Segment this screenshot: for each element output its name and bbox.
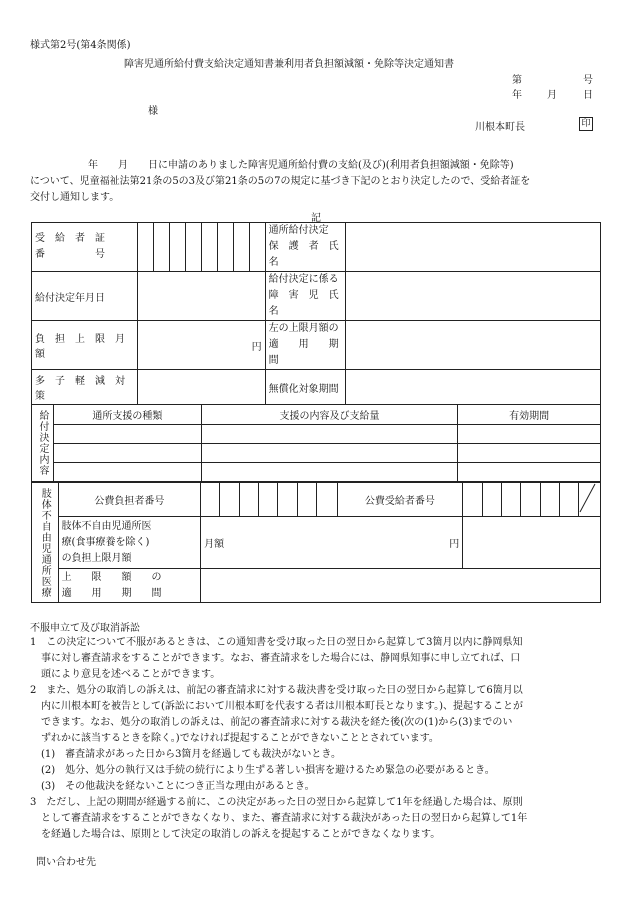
note-1b: 事に対し審査請求をすることができます。なお、審査請求をした場合には、静岡県知事に申し立てれば、口 [41,653,521,664]
service-cell [458,425,601,444]
service-cell [53,444,201,463]
child-name-label [265,272,349,321]
limit-period-value [345,321,600,370]
payer-digit [220,483,239,517]
label-month: 月 [547,90,557,101]
recipient-number-digit [169,223,185,272]
burden-limit-label: 負 担 上 限 月 額 [32,321,138,370]
document-title: 障害児通所給付費支給決定通知書兼利用者負担額減額・免除等決定通知書 [124,59,454,70]
receiver-digit [482,483,501,517]
recipient-number-label-1: 受 給 者 証 [35,233,105,244]
service-cell [201,444,457,463]
decision-date-value [137,272,265,321]
note-2d: ずれかに該当するときを除く。)でなければ提起することができないこととされています。 [41,733,439,744]
free-period-label: 無償化対象期間 [265,370,345,405]
receiver-digit [540,483,559,517]
medical-limit-label-3: の負担上限月額 [61,552,132,564]
limit-period-label-1: 左の上限月額の [268,323,339,334]
recipient-number-digit [233,223,249,272]
medical-period-value [201,569,601,603]
recipient-number-digit [217,223,233,272]
service-cell [201,463,457,482]
note-2a: 2 また、処分の取消しの訴えは、前記の審査請求に対する裁決書を受け取った日の翌日から起算して6箇月以 [30,685,523,696]
intro-line-2: について、児童福祉法第21条の5の3及び第21条の5の7の規定に基づき下記のとおり決定したので、受給者証を [30,176,531,187]
medical-limit-value [201,517,463,569]
payer-digit [317,483,338,517]
child-name-label-1: 給付決定に係る [268,274,339,285]
intro-line-1: 年 月 日に申請のありました障害児通所給付費の支給(及び)(利用者負担額減額・免除等) [88,160,514,171]
payer-digit [259,483,278,517]
slash-mark [579,483,596,513]
decision-date-label: 給付決定年月日 [32,272,138,321]
medical-limit-label-2: 療(食事療養を除く) [61,536,150,548]
service-cell [53,425,201,444]
free-period-value [345,370,600,405]
benefit-content-side-label: 給付決定内容 [32,405,54,482]
note-2c: できます。なお、処分の取消しの訴えは、前記の審査請求に対する裁決を経た後(次の(1)から(3)までのい [41,717,513,728]
guardian-name-label [265,223,349,272]
limit-period-label [265,321,359,370]
recipient-number-digit [185,223,201,272]
recipient-number-digit [137,223,153,272]
medical-period-label-1: 上 限 額 の [61,571,162,583]
addressee-sama: 様 [148,106,158,117]
payer-number-label: 公費負担者番号 [58,483,201,517]
medical-period-label [58,569,201,603]
label-year: 年 [512,90,522,101]
appeal-heading: 不服申立て及び取消訴訟 [30,623,140,634]
payer-digit [278,483,297,517]
note-1a: 1 この決定について不服があるときは、この通知書を受け取った日の翌日から起算して3箇月以内に静岡県知 [30,637,523,648]
burden-limit-value [137,321,265,370]
child-name-value [345,272,600,321]
recipient-number-digit [153,223,169,272]
note-sub-1: (1) 審査請求があった日から3箇月を経過しても裁決がないとき。 [41,749,342,760]
payer-digit [297,483,316,517]
medical-limit-label [58,517,201,569]
recipient-number-digit [249,223,265,272]
receiver-digit-slash [579,483,601,517]
note-2b: 内に川根本町を被告として(訴訟において川根本町を代表する者は川根本町長となります。)、提起することが [41,701,524,712]
col-service-type: 通所支援の種類 [53,405,201,425]
service-cell [201,425,457,444]
service-cell [53,463,201,482]
medical-table [31,482,601,603]
recipient-number-label [32,223,138,272]
recipient-number-digit [201,223,217,272]
intro-line-3: 交付し通知します。 [30,192,120,203]
child-name-label-2: 障 害 児 氏 名 [268,290,349,317]
note-sub-2: (2) 処分、処分の執行又は手続の続行により生ずる著しい損害を避けるため緊急の必要があるとき。 [41,765,495,776]
contact-label: 問い合わせ先 [36,857,96,868]
yen-unit: 円 [251,341,262,353]
service-cell [458,463,601,482]
month-amount-label: 月額 [204,539,225,550]
note-3b: として審査請求をすることができなくなり、また、審査請求に対する裁決があった日の翌日から起算して1年 [41,813,528,824]
seal-mark [579,117,593,131]
yen-unit: 円 [449,539,460,550]
issuer-name: 川根本町長 [475,122,525,133]
note-3c: を経過した場合は、原則として決定の取消しの訴えを提起することができなくなります。 [41,829,441,840]
col-valid-period: 有効期間 [458,405,601,425]
payer-digit [201,483,220,517]
col-service-content: 支援の内容及び支給量 [201,405,457,425]
multi-child-value [137,370,265,405]
recipient-number-label-2: 番 号 [35,249,105,260]
receiver-digit [559,483,578,517]
seal-text: 印 [579,117,593,131]
multi-child-label: 多 子 軽 減 対 策 [32,370,138,405]
decision-table [31,222,601,482]
medical-limit-label-1: 肢体不自由児通所医 [61,520,152,532]
note-sub-3: (3) その他裁決を経ないことにつき正当な理由があるとき。 [41,781,315,792]
medical-side-label: 肢体不自由児通所医療 [32,483,59,603]
label-go: 号 [583,75,593,86]
guardian-name-label-1: 通所給付決定 [268,225,329,236]
note-3a: 3 ただし、上記の期間が経過する前に、この決定があった日の翌日から起算して1年を経過した場合は、原則 [30,797,523,808]
note-1c: 頭により意見を述べることができます。 [41,669,221,680]
ki-label: 記 [311,213,321,224]
receiver-digit [521,483,540,517]
limit-period-label-2: 適 用 期 間 [268,339,359,366]
medical-period-label-2: 適 用 期 間 [61,587,162,599]
label-dai: 第 [512,75,522,86]
label-day: 日 [583,90,593,101]
form-number: 様式第2号(第4条関係) [30,40,131,51]
medical-limit-blank [463,517,601,569]
guardian-name-value [345,223,600,272]
receiver-digit [501,483,520,517]
receiver-number-label: 公費受給者番号 [337,483,463,517]
service-cell [458,444,601,463]
payer-digit [239,483,258,517]
guardian-name-label-2: 保 護 者 氏 名 [268,241,349,268]
receiver-digit [463,483,482,517]
